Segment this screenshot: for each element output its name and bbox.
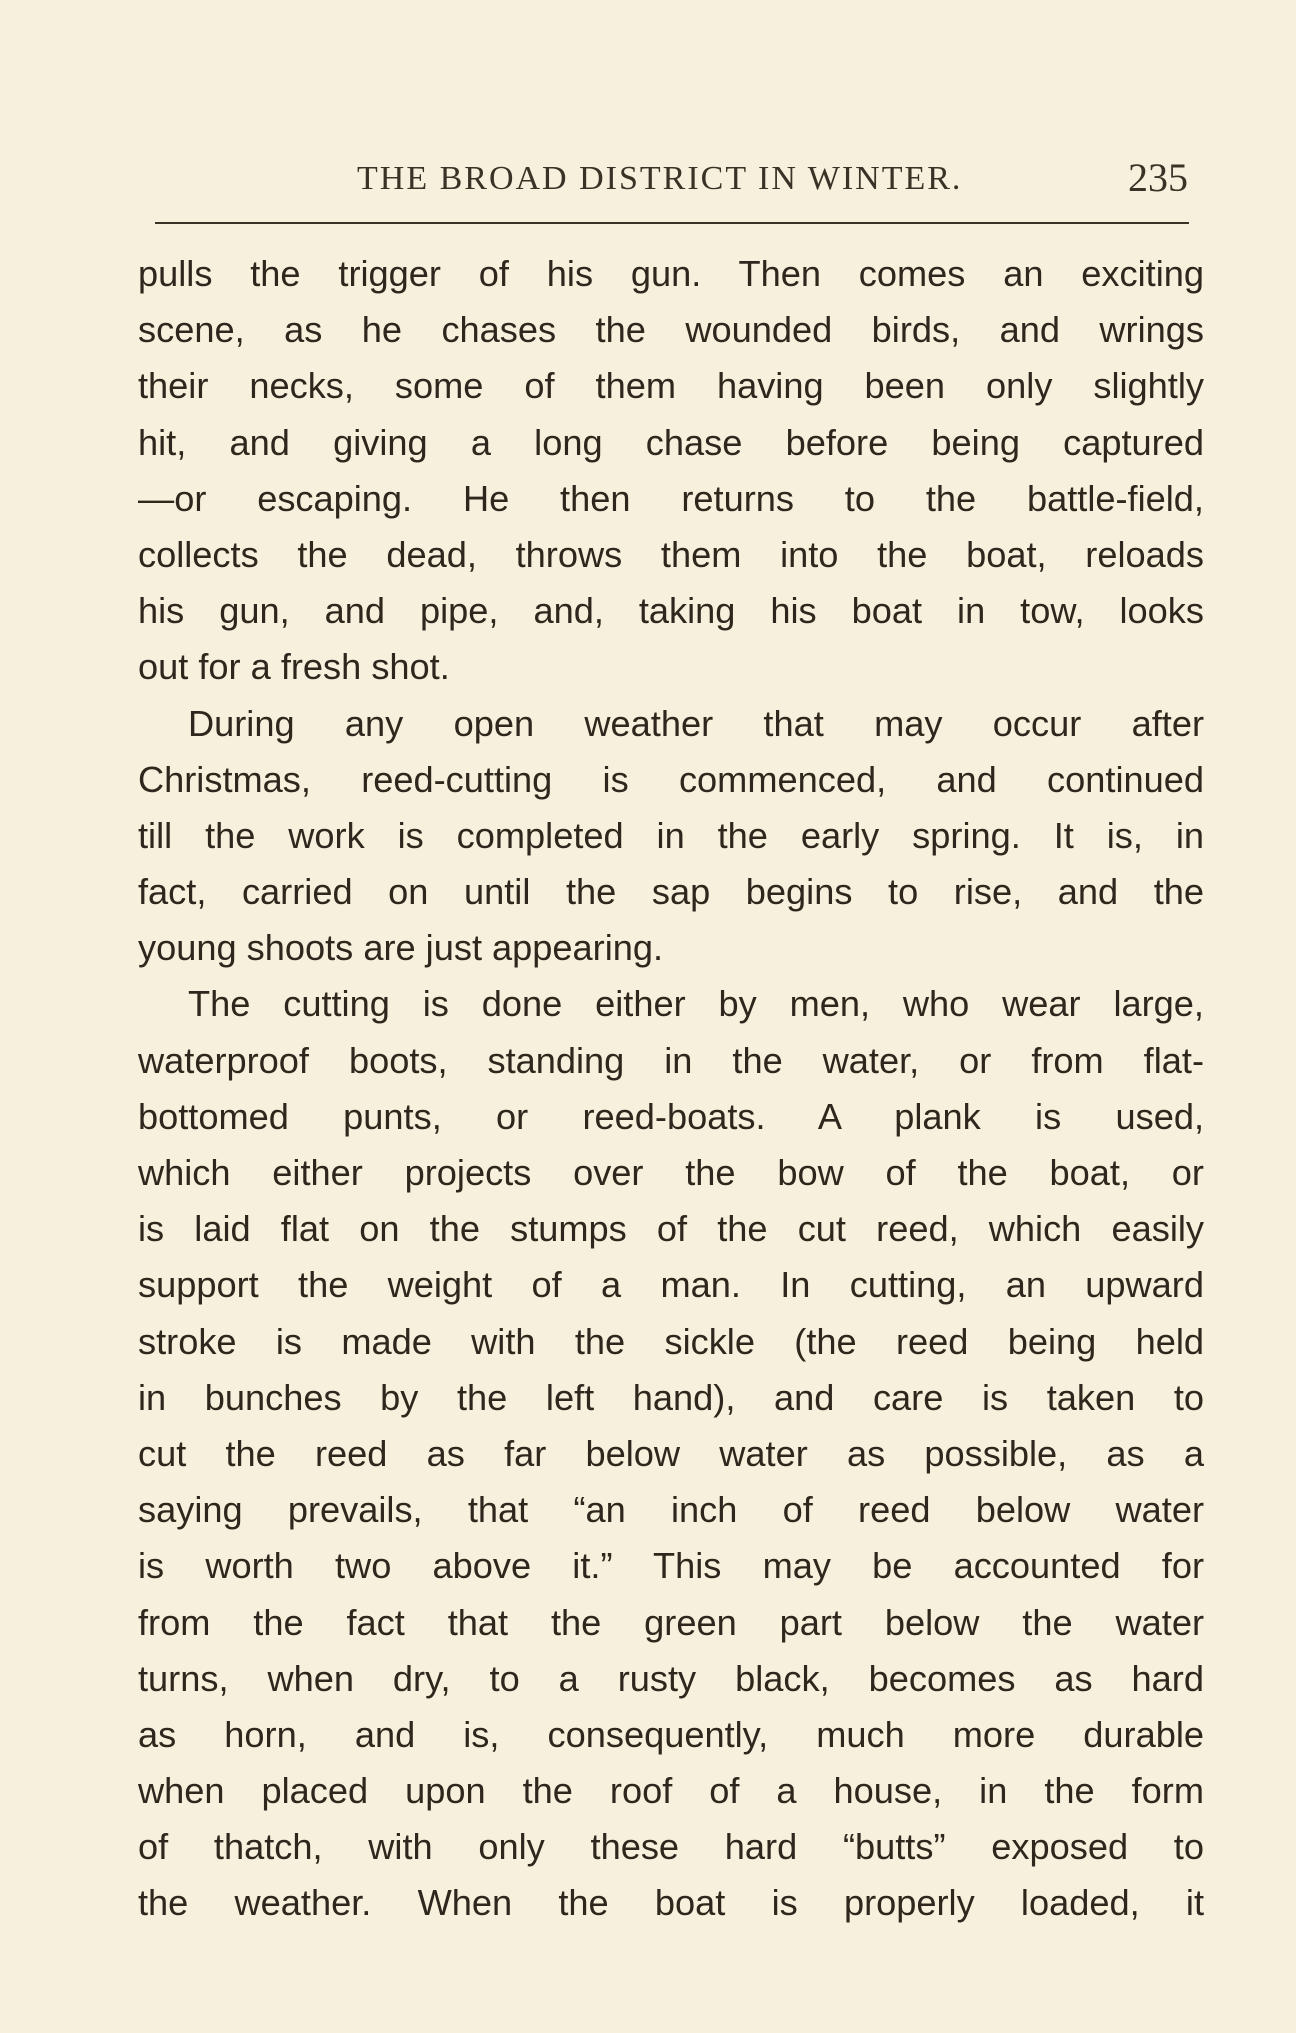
text-line: waterproof boots, standing in the water, or from flat- [138, 1039, 1204, 1081]
text-line: turns, when dry, to a rusty black, becomes as hard [138, 1657, 1204, 1699]
text-line: fact, carried on until the sap begins to rise, and the [138, 871, 1204, 913]
text-line: is worth two above it.” This may be accounted for [138, 1545, 1204, 1587]
text-line: Christmas, reed-cutting is commenced, and continued [138, 758, 1204, 800]
text-line: is laid flat on the stumps of the cut reed, which easily [138, 1208, 1204, 1250]
text-line: as horn, and is, consequently, much more durable [138, 1713, 1204, 1755]
text-line: young shoots are just appearing. [138, 927, 664, 969]
text-line: cut the reed as far below water as possible, as a [138, 1432, 1204, 1474]
running-head [135, 150, 1190, 210]
chapter-title: THE BROAD DISTRICT IN WINTER. [357, 160, 963, 197]
text-line: his gun, and pipe, and, taking his boat in tow, looks [138, 590, 1204, 632]
text-line: the weather. When the boat is properly loaded, it [138, 1882, 1204, 1924]
body-text [138, 246, 1204, 1932]
text-line: saying prevails, that “an inch of reed below water [138, 1489, 1204, 1531]
text-line: stroke is made with the sickle (the reed being held [138, 1320, 1204, 1362]
text-line: pulls the trigger of his gun. Then comes an exciting [138, 253, 1204, 294]
text-line: collects the dead, throws them into the boat, reloads [138, 533, 1204, 575]
text-line: which either projects over the bow of the boat, or [138, 1152, 1204, 1193]
header-rule [155, 222, 1189, 224]
text-line: their necks, some of them having been only slightly [138, 365, 1204, 407]
text-line: During any open weather that may occur after [188, 702, 1204, 744]
text-line: scene, as he chases the wounded birds, and wrings [138, 309, 1204, 351]
text-line: out for a fresh shot. [138, 646, 450, 688]
text-line: when placed upon the roof of a house, in the form [138, 1770, 1204, 1812]
text-line: hit, and giving a long chase before being captured [138, 421, 1204, 463]
text-line: of thatch, with only these hard “butts” exposed to [138, 1826, 1204, 1868]
text-line: support the weight of a man. In cutting, an upward [138, 1264, 1204, 1306]
text-line: in bunches by the left hand), and care is taken to [138, 1376, 1204, 1418]
text-line: The cutting is done either by men, who wear large, [188, 983, 1204, 1025]
text-line: till the work is completed in the early spring. It is, in [138, 814, 1204, 856]
text-line: from the fact that the green part below the water [138, 1601, 1204, 1643]
page-number: 235 [1128, 155, 1188, 200]
text-line: —or escaping. He then returns to the battle-field, [138, 477, 1204, 519]
text-line: bottomed punts, or reed-boats. A plank is used, [138, 1095, 1204, 1137]
